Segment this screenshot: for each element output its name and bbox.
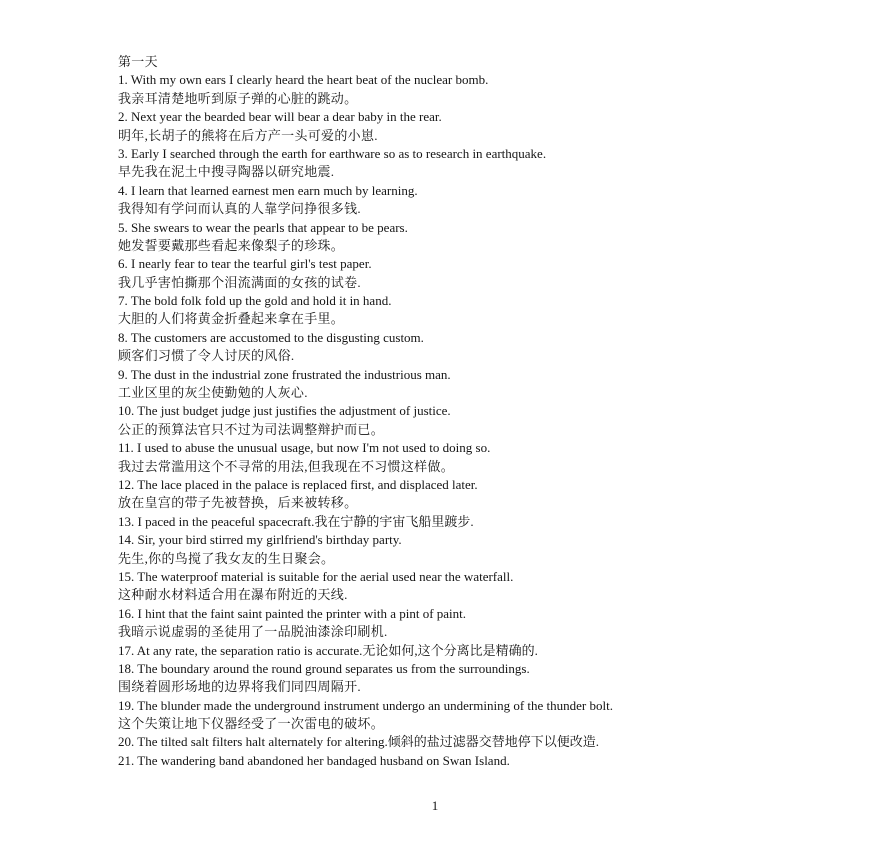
document-body — [118, 53, 818, 770]
sentence-5-chinese: 她发誓要戴那些看起来像梨子的珍珠。 — [118, 237, 345, 253]
sentence-12-english: 12. The lace placed in the palace is replaced first, and displaced later. — [118, 476, 478, 492]
sentence-11-english: 11. I used to abuse the unusual usage, but now I'm not used to doing so. — [118, 440, 491, 456]
day-heading: 第一天 — [118, 54, 158, 69]
sentence-9-chinese: 工业区里的灰尘使勤勉的人灰心. — [118, 385, 308, 401]
sentence-17-mixed: 17. At any rate, the separation ratio is accurate.无论如何,这个分离比是精确的. — [118, 642, 538, 658]
sentence-5-english: 5. She swears to wear the pearls that appear to be pears. — [118, 219, 408, 235]
sentence-8-english: 8. The customers are accustomed to the disgusting custom. — [118, 329, 424, 345]
sentence-21-english: 21. The wandering band abandoned her bandaged husband on Swan Island. — [118, 752, 510, 768]
sentence-11-chinese: 我过去常滥用这个不寻常的用法,但我现在不习惯这样做。 — [118, 458, 455, 474]
sentence-4-chinese: 我得知有学问而认真的人靠学问挣很多钱. — [118, 201, 361, 217]
sentence-7-english: 7. The bold folk fold up the gold and hold it in hand. — [118, 293, 392, 309]
sentence-13-mixed: 13. I paced in the peaceful spacecraft.我在宁静的宇宙飞船里踱步. — [118, 513, 474, 529]
sentence-15-english: 15. The waterproof material is suitable for the aerial used near the waterfall. — [118, 568, 514, 584]
sentence-14-chinese: 先生,你的鸟搅了我女友的生日聚会。 — [118, 550, 335, 566]
sentence-20-mixed: 20. The tilted salt filters halt alternately for altering.倾斜的盐过滤器交替地停下以便改造. — [118, 734, 600, 750]
sentence-16-english: 16. I hint that the faint saint painted the printer with a pint of paint. — [118, 605, 467, 621]
sentence-8-chinese: 顾客们习惯了令人讨厌的风俗. — [118, 348, 295, 364]
sentence-3-chinese: 早先我在泥土中搜寻陶器以研究地震. — [118, 164, 335, 180]
sentence-19-chinese: 这个失策让地下仪器经受了一次雷电的破坏。 — [118, 716, 385, 732]
sentence-6-english: 6. I nearly fear to tear the tearful girl's test paper. — [118, 256, 372, 272]
sentence-4-english: 4. I learn that learned earnest men earn much by learning. — [118, 182, 418, 198]
sentence-1-chinese: 我亲耳清楚地听到原子弹的心脏的跳动。 — [118, 90, 358, 106]
sentence-7-chinese: 大胆的人们将黄金折叠起来拿在手里。 — [118, 311, 345, 327]
sentence-2-chinese: 明年,长胡子的熊将在后方产一头可爱的小崽. — [118, 127, 378, 143]
sentence-15-chinese: 这种耐水材料适合用在瀑布附近的天线. — [118, 587, 348, 603]
sentence-9-english: 9. The dust in the industrial zone frustrated the industrious man. — [118, 366, 451, 382]
sentence-18-chinese: 围绕着圆形场地的边界将我们同四周隔开. — [118, 679, 361, 695]
sentence-19-english: 19. The blunder made the underground instrument undergo an undermining of the thunder bolt. — [118, 697, 613, 713]
sentence-10-english: 10. The just budget judge just justifies the adjustment of justice. — [118, 403, 451, 419]
sentence-10-chinese: 公正的预算法官只不过为司法调整辩护而已。 — [118, 421, 385, 437]
sentence-18-english: 18. The boundary around the round ground separates us from the surroundings. — [118, 660, 530, 676]
sentence-2-english: 2. Next year the bearded bear will bear a dear baby in the rear. — [118, 109, 442, 125]
sentence-16-chinese: 我暗示说虚弱的圣徒用了一品脱油漆涂印刷机. — [118, 624, 388, 640]
sentence-14-english: 14. Sir, your bird stirred my girlfriend's birthday party. — [118, 532, 402, 548]
sentence-12-chinese: 放在皇宫的带子先被替换，后来被转移。 — [118, 495, 358, 511]
sentence-3-english: 3. Early I searched through the earth for earthware so as to research in earthquake. — [118, 145, 547, 161]
sentence-1-english: 1. With my own ears I clearly heard the heart beat of the nuclear bomb. — [118, 72, 489, 88]
page-number: 1 — [431, 798, 439, 813]
sentence-6-chinese: 我几乎害怕撕那个泪流满面的女孩的试卷. — [118, 274, 361, 290]
